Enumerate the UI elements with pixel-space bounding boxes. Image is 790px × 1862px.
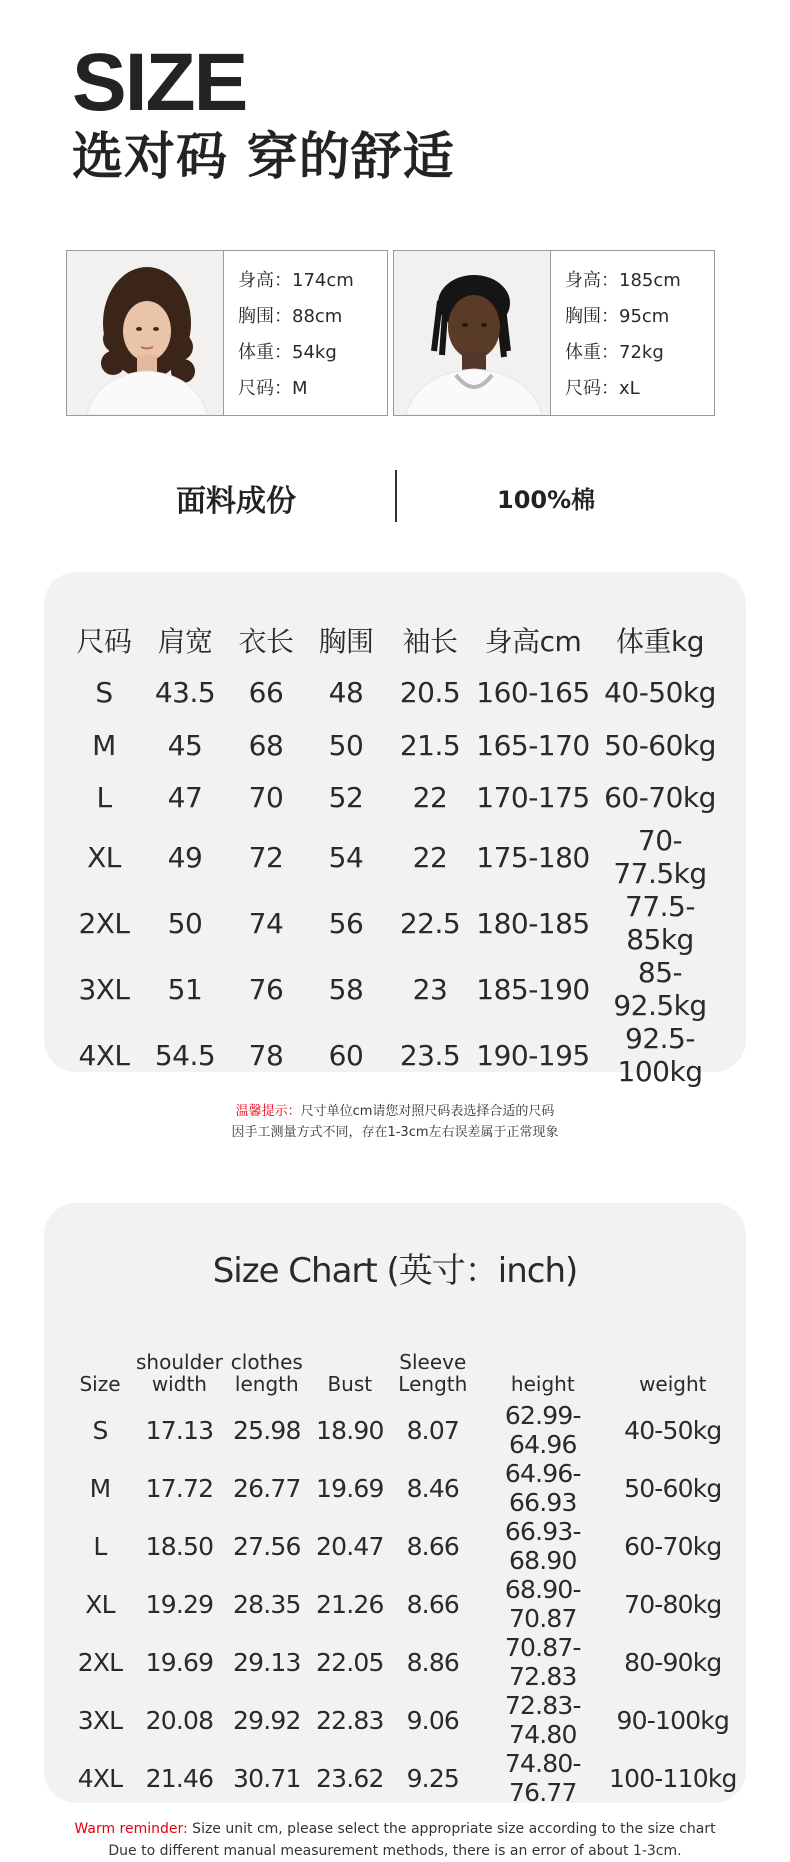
table-cell: 68 xyxy=(248,728,284,762)
table-cell: S xyxy=(92,1415,108,1445)
table-cell: 70-77.5kg xyxy=(613,824,707,890)
table-row xyxy=(64,1575,737,1633)
table-cell: 40-50kg xyxy=(604,676,716,710)
column-header xyxy=(223,1319,311,1401)
table-cell: 22.05 xyxy=(316,1647,384,1677)
column-header: 肩宽 xyxy=(157,625,213,659)
table-cell: 92.5-100kg xyxy=(617,1022,703,1088)
fabric-label: 面料成份 xyxy=(176,484,296,519)
table-cell: 80-90kg xyxy=(624,1647,722,1677)
table-cell: 60-70kg xyxy=(604,781,716,815)
table-cell: 165-170 xyxy=(476,728,590,762)
table-cell: 23 xyxy=(412,972,448,1006)
table-cell: 25.98 xyxy=(233,1415,301,1445)
table-cell: 180-185 xyxy=(476,906,590,940)
table-cell: 47 xyxy=(167,781,203,815)
table-cell: 28.35 xyxy=(233,1589,301,1619)
table-cell: 27.56 xyxy=(233,1531,301,1561)
table-cell: 78 xyxy=(248,1038,284,1072)
table-cell: 49 xyxy=(167,840,203,874)
table-cell: 18.90 xyxy=(316,1415,384,1445)
column-header: 体重kg xyxy=(616,625,704,659)
table-cell: 23.5 xyxy=(399,1038,461,1072)
page-title: SIZE xyxy=(72,37,247,128)
model-card-female xyxy=(66,250,388,416)
table-cell: 50-60kg xyxy=(604,728,716,762)
model-photo-male xyxy=(394,251,551,415)
reminder-en xyxy=(0,1818,790,1862)
table-cell: 26.77 xyxy=(233,1473,301,1503)
column-header-line: shoulder xyxy=(136,1350,223,1374)
reminder-text: 因手工测量方式不同，存在1-3cm左右误差属于正常现象 xyxy=(231,1125,559,1140)
model-height: 身高：174cm xyxy=(238,270,354,291)
table-cell: 66.93-68.90 xyxy=(504,1517,581,1575)
table-cell: 54.5 xyxy=(154,1038,216,1072)
table-cell: 2XL xyxy=(77,1647,123,1677)
column-header-line: Sleeve xyxy=(399,1350,467,1374)
table-cell: 60-70kg xyxy=(624,1531,722,1561)
column-header xyxy=(136,1319,223,1401)
table-cell: 77.5-85kg xyxy=(625,890,695,956)
column-header-line: length xyxy=(234,1372,299,1396)
table-cell: 40-50kg xyxy=(624,1415,722,1445)
table-cell: 175-180 xyxy=(476,840,590,874)
table-cell: 74 xyxy=(248,906,284,940)
column-header-line: Size xyxy=(79,1372,121,1396)
table-row xyxy=(64,1022,728,1088)
reminder-text: Due to different manual measurement methods, there is an error of about 1-3cm. xyxy=(108,1843,682,1859)
table-cell: 9.06 xyxy=(406,1705,460,1735)
model-height: 身高：185cm xyxy=(565,270,681,291)
table-cell: 58 xyxy=(328,972,364,1006)
reminder-label: Warm reminder: xyxy=(74,1821,188,1837)
model-weight: 体重：54kg xyxy=(238,342,337,363)
reminder-text: Size unit cm, please select the appropriate size according to the size chart xyxy=(187,1821,716,1837)
table-cell: 21.46 xyxy=(145,1763,214,1793)
column-header-line: Bust xyxy=(327,1372,373,1396)
table-cell: 21.5 xyxy=(399,728,461,762)
table-cell: 76 xyxy=(248,972,284,1006)
table-cell: 64.96-66.93 xyxy=(504,1459,581,1517)
table-cell: 4XL xyxy=(77,1763,123,1793)
table-cell: 50-60kg xyxy=(624,1473,722,1503)
column-header-line: Length xyxy=(398,1372,468,1396)
column-header-line: clothes xyxy=(230,1350,303,1374)
table-cell: XL xyxy=(87,840,121,874)
table-cell: 18.50 xyxy=(145,1531,214,1561)
column-header xyxy=(64,1319,136,1401)
model-weight: 体重：72kg xyxy=(565,342,664,363)
table-cell: 22 xyxy=(412,781,448,815)
table-cell: 54 xyxy=(328,840,364,874)
table-cell: 22.5 xyxy=(399,906,461,940)
table-cell: 30.71 xyxy=(233,1763,301,1793)
table-cell: 170-175 xyxy=(476,781,590,815)
table-cell: 2XL xyxy=(78,906,130,940)
table-cell: 19.69 xyxy=(316,1473,384,1503)
table-cell: 66 xyxy=(248,676,284,710)
table-cell: 90-100kg xyxy=(616,1705,730,1735)
column-header xyxy=(389,1319,477,1401)
table-cell: 70.87-72.83 xyxy=(504,1633,581,1691)
column-header-line: weight xyxy=(639,1372,707,1396)
column-header xyxy=(311,1319,389,1401)
table-cell: 21.26 xyxy=(316,1589,384,1619)
table-cell: 8.86 xyxy=(406,1647,460,1677)
reminder-label: 温馨提示： xyxy=(235,1104,301,1119)
table-row xyxy=(64,772,728,825)
column-header xyxy=(477,1319,609,1401)
table-cell: 8.07 xyxy=(406,1415,460,1445)
model-chest: 胸围：95cm xyxy=(565,306,670,327)
table-cell: 50 xyxy=(167,906,203,940)
table-cell: 56 xyxy=(328,906,364,940)
table-cell: 20.08 xyxy=(145,1705,214,1735)
table-cell: 190-195 xyxy=(476,1038,590,1072)
table-header-row xyxy=(64,614,728,667)
table-cell: 8.66 xyxy=(406,1589,460,1619)
table-cell: L xyxy=(93,1531,107,1561)
table-cell: 160-165 xyxy=(476,676,590,710)
size-table-cm xyxy=(64,614,728,1088)
table-cell: 8.46 xyxy=(406,1473,460,1503)
column-header: 衣长 xyxy=(238,625,294,659)
model-card-male xyxy=(393,250,715,416)
table-cell: 29.92 xyxy=(233,1705,301,1735)
table-cell: 19.69 xyxy=(145,1647,214,1677)
table-cell: 22.83 xyxy=(316,1705,384,1735)
table-cell: L xyxy=(96,781,112,815)
table-cell: 72.83-74.80 xyxy=(504,1691,581,1749)
table-cell: 29.13 xyxy=(233,1647,301,1677)
table-cell: 45 xyxy=(167,728,203,762)
table-cell: 43.5 xyxy=(154,676,216,710)
table-row xyxy=(64,1749,737,1807)
table-cell: 9.25 xyxy=(406,1763,460,1793)
table-cell: 100-110kg xyxy=(608,1763,737,1793)
table-cell: 19.29 xyxy=(145,1589,214,1619)
column-header xyxy=(609,1319,737,1401)
table-cell: S xyxy=(95,676,113,710)
table-cell: 50 xyxy=(328,728,364,762)
table-cell: 20.47 xyxy=(316,1531,384,1561)
table-cell: 68.90-70.87 xyxy=(504,1575,581,1633)
table-cell: 74.80-76.77 xyxy=(504,1749,581,1807)
column-header: 尺码 xyxy=(76,625,132,659)
table-cell: 3XL xyxy=(78,972,130,1006)
table-cell: 8.66 xyxy=(406,1531,460,1561)
table-row xyxy=(64,719,728,772)
table-row xyxy=(64,890,728,956)
table-cell: M xyxy=(92,728,116,762)
table-cell: 70 xyxy=(248,781,284,815)
table-cell: 20.5 xyxy=(399,676,461,710)
fabric-value: 100%棉 xyxy=(497,486,596,514)
table-row xyxy=(64,824,728,890)
table-cell: M xyxy=(89,1473,111,1503)
table-row xyxy=(64,1401,737,1459)
size-chart-title: Size Chart (英寸：inch) xyxy=(212,1251,578,1291)
size-chart-cm xyxy=(44,572,746,1088)
model-photo-female xyxy=(67,251,224,415)
column-header-line: height xyxy=(510,1372,575,1396)
reminder-cn xyxy=(0,1101,790,1143)
table-row xyxy=(64,667,728,720)
table-cell: 3XL xyxy=(77,1705,123,1735)
model-size: 尺码：xL xyxy=(565,378,640,399)
table-cell: 85-92.5kg xyxy=(613,956,707,1022)
table-header-row xyxy=(64,1319,737,1401)
table-cell: 17.13 xyxy=(145,1415,214,1445)
table-cell: 185-190 xyxy=(476,972,590,1006)
table-cell: 52 xyxy=(328,781,364,815)
table-cell: 4XL xyxy=(78,1038,130,1072)
table-row xyxy=(64,1459,737,1517)
table-cell: 70-80kg xyxy=(624,1589,722,1619)
size-table-inch xyxy=(64,1319,737,1807)
page-subtitle: 选对码 穿的舒适 xyxy=(72,128,455,187)
table-cell: 51 xyxy=(167,972,203,1006)
column-header-line: width xyxy=(151,1372,207,1396)
column-header: 袖长 xyxy=(402,625,458,659)
model-size: 尺码：M xyxy=(238,378,308,399)
table-row xyxy=(64,956,728,1022)
column-header: 胸围 xyxy=(318,625,374,659)
table-cell: 22 xyxy=(412,840,448,874)
table-cell: 62.99-64.96 xyxy=(504,1401,581,1459)
table-row xyxy=(64,1517,737,1575)
divider xyxy=(395,470,397,522)
table-cell: 48 xyxy=(328,676,364,710)
table-row xyxy=(64,1633,737,1691)
model-chest: 胸围：88cm xyxy=(238,306,343,327)
table-cell: 23.62 xyxy=(316,1763,384,1793)
table-cell: XL xyxy=(85,1589,115,1619)
reminder-text: 尺寸单位cm请您对照尺码表选择合适的尺码 xyxy=(300,1104,555,1119)
size-chart-inch xyxy=(44,1203,746,1807)
column-header: 身高cm xyxy=(484,625,582,659)
table-cell: 72 xyxy=(248,840,284,874)
table-cell: 17.72 xyxy=(145,1473,214,1503)
fabric-section xyxy=(0,470,790,522)
table-row xyxy=(64,1691,737,1749)
table-cell: 60 xyxy=(328,1038,364,1072)
